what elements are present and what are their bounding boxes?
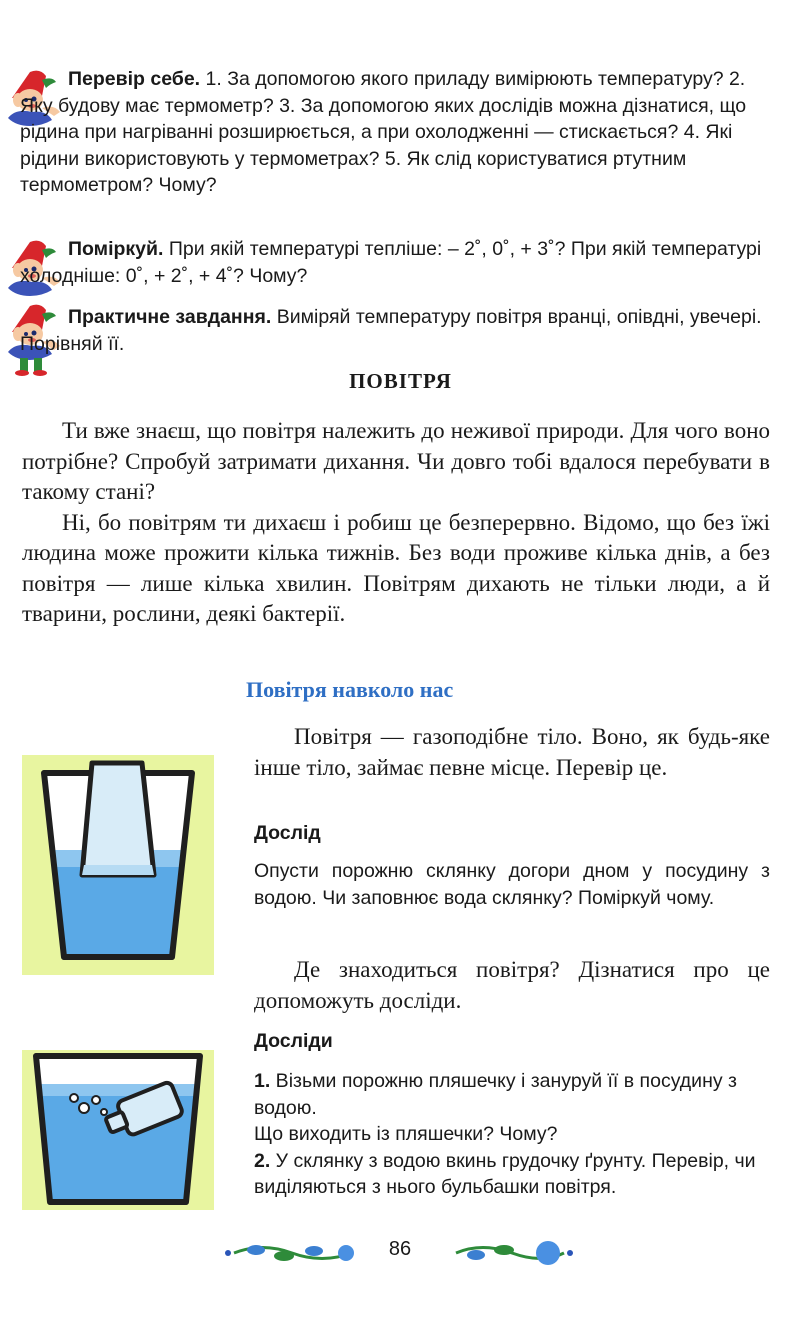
subsection-title: Повітря навколо нас [246,677,454,702]
intro-paragraph-1: Ти вже знаєш, що повітря належить до неживої природи. Для чого воно потрібне? Спробуй затримати дихання. Чи довго тобі вдалося перебувати в такому стані? [22,418,770,504]
where-air-text: Де знаходиться повітря? Дізнатися про це допоможуть досліди. [254,957,770,1013]
practical-text: Виміряй температуру повітря вранці, опівдні, увечері. Порівняй її. [20,306,762,355]
check-yourself-label: Перевір себе. [68,68,201,90]
think-text: При якій температурі тепліше: – 2˚, 0˚, + 3˚? При якій температурі холодніше: 0˚, + 2˚, + 4˚? Чому? [20,238,762,287]
experiment-item-1: 1. Візьми порожню пляшечку і зануруй її в посудину з водою. [254,1070,737,1119]
air-body-text: Повітря — газоподібне тіло. Воно, як будь-яке інше тіло, займає певне місце. Перевір це. [254,724,770,780]
think-block [20,236,770,289]
experiments-heading: Досліди [254,1030,333,1052]
section-title: ПОВІТРЯ [349,369,452,393]
page-number: 86 [388,1238,412,1260]
practical-label: Практичне завдання. [68,306,272,328]
glass-inverted-in-water-illustration [22,755,214,975]
practical-block [20,304,770,357]
experiment-text: Опусти порожню склянку догори дном у посудину з водою. Чи заповнює вода склянку? Поміркуй чому. [254,860,770,909]
experiment-item-2: 2. У склянку з водою вкинь грудочку ґрунту. Перевір, чи виділяються з нього бульбашки повітря. [254,1149,756,1198]
intro-text [22,416,770,630]
bottle-in-water-illustration [22,1050,214,1210]
check-yourself-block [20,66,770,199]
experiments-list [254,1068,770,1201]
experiment-item-1-question: Що виходить із пляшечки? Чому? [254,1123,558,1145]
floral-ornament-right [452,1238,577,1268]
experiment-heading: Дослід [254,822,321,844]
check-yourself-text: 1. За допомогою якого приладу вимірюють температуру? 2. Яку будову має термометр? 3. За допомогою яких дослідів можна дізнатися, що рідина при нагріванні розширюється, а при охолодженні — стискається? 4. Які рідини використовують у термометрах? 5. Як слід користуватися ртутним термометром? Чому? [20,68,747,196]
think-label: Поміркуй. [68,238,164,260]
floral-ornament-left [222,1238,362,1268]
intro-paragraph-2: Ні, бо повітрям ти дихаєш і робиш це безперервно. Відомо, що без їжі людина може прожити кілька тижнів. Без води проживе кілька днів, а без повітря — лише кілька хвилин. Повітрям дихають не тільки люди, а й тварини, рослини, деякі бактерії. [22,509,770,626]
